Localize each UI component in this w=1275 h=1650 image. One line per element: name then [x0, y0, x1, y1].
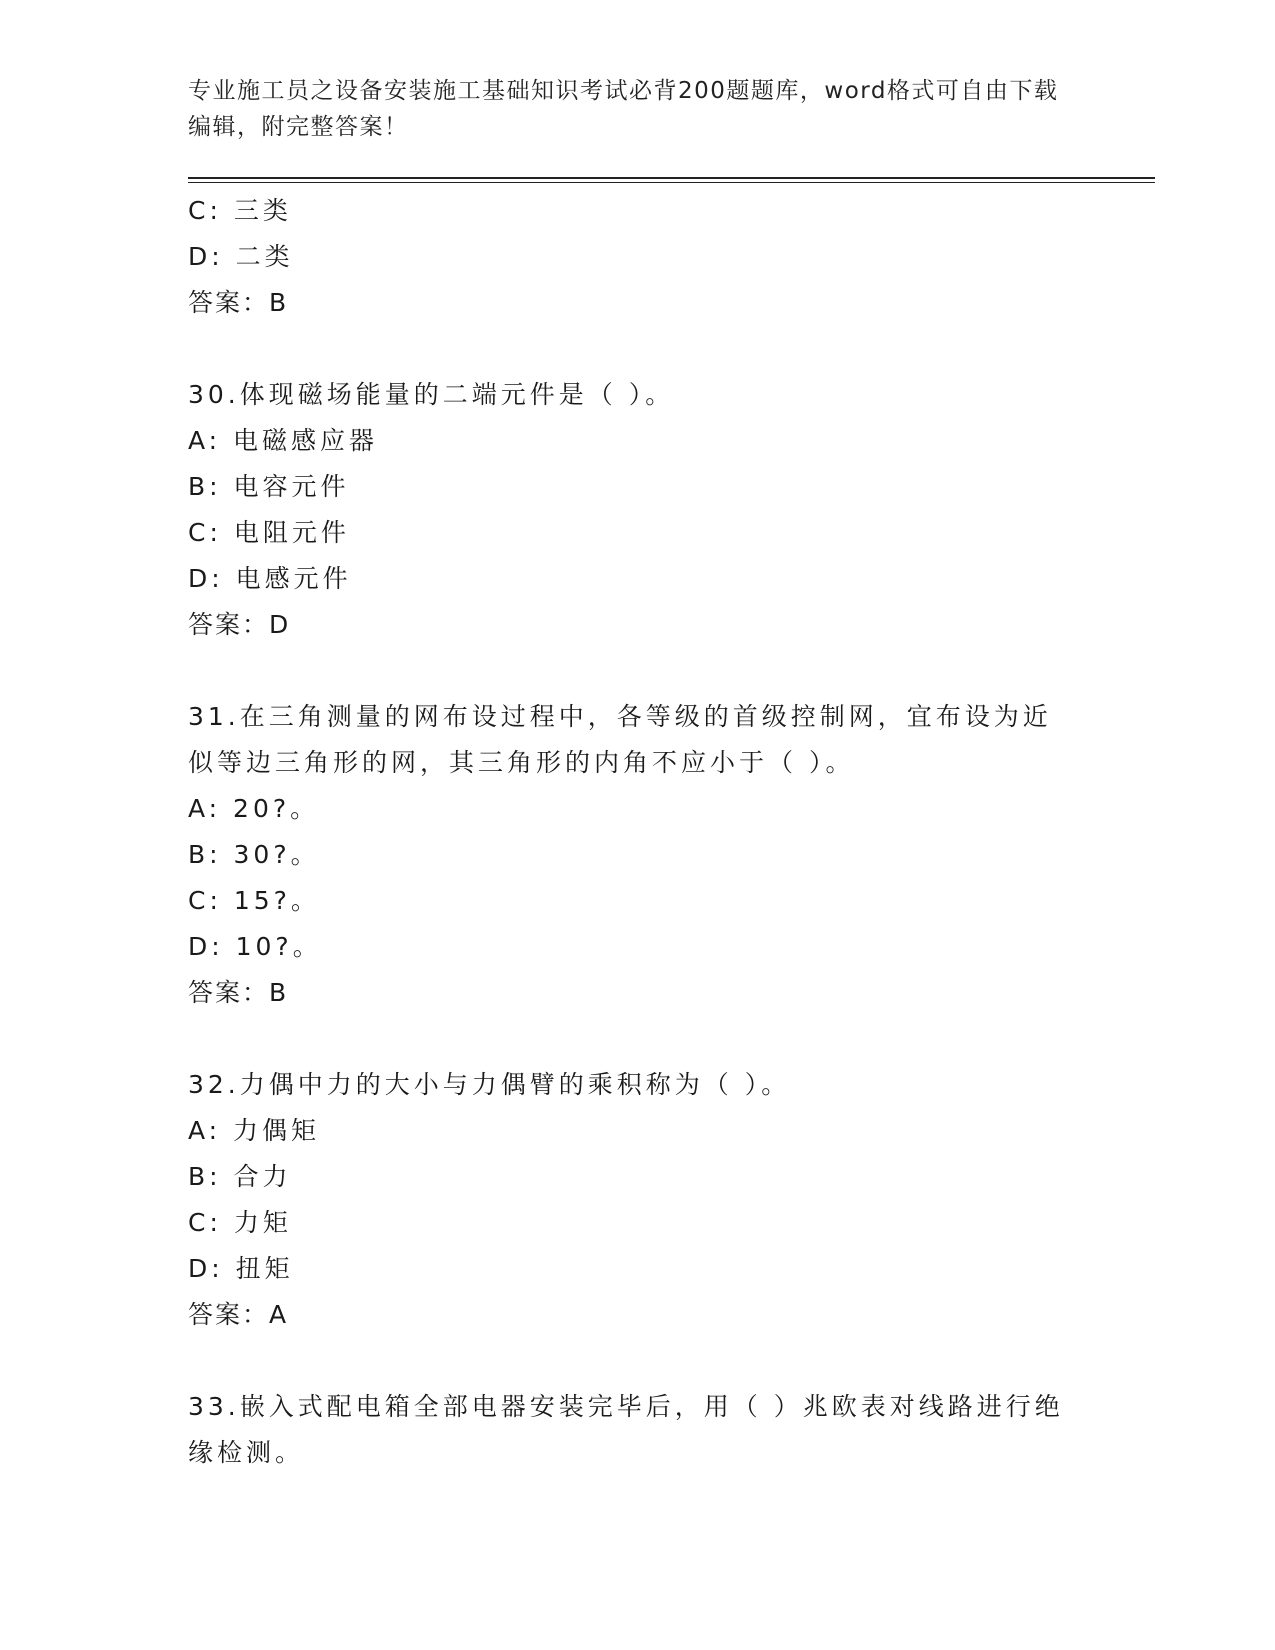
- question-list: [188, 188, 1088, 1476]
- option-d: D: 二类: [188, 242, 294, 271]
- option-d: D: 电感元件: [188, 564, 352, 593]
- option-c: C: 力矩: [188, 1208, 292, 1237]
- question-29-tail: [188, 188, 1088, 326]
- header-divider-thick: [188, 177, 1155, 179]
- option-b: B: 电容元件: [188, 472, 350, 501]
- question-30: [188, 372, 1088, 648]
- option-a: A: 电磁感应器: [188, 426, 379, 455]
- option-a: A: 20?。: [188, 794, 320, 823]
- option-a: A: 力偶矩: [188, 1116, 321, 1145]
- spacer: [188, 648, 1088, 694]
- spacer: [188, 1338, 1088, 1384]
- question-33: [188, 1384, 1088, 1476]
- spacer: [188, 326, 1088, 372]
- option-b: B: 合力: [188, 1162, 292, 1191]
- answer-line: 答案：B: [188, 978, 289, 1007]
- question-stem: 31.在三角测量的网布设过程中，各等级的首级控制网，宜布设为近似等边三角形的网，其三角形的内角不应小于（ ）。: [188, 702, 1052, 777]
- header-divider-thin: [188, 182, 1155, 183]
- question-32: [188, 1062, 1088, 1338]
- question-31: [188, 694, 1088, 1016]
- option-d: D: 扭矩: [188, 1254, 294, 1283]
- option-b: B: 30?。: [188, 840, 320, 869]
- document-header: 专业施工员之设备安装施工基础知识考试必背200题题库，word格式可自由下载编辑，附完整答案！: [188, 78, 1059, 140]
- question-stem: 33.嵌入式配电箱全部电器安装完毕后，用（ ）兆欧表对线路进行绝缘检测。: [188, 1392, 1064, 1467]
- option-d: D: 10?。: [188, 932, 322, 961]
- answer-line: 答案：B: [188, 288, 289, 317]
- answer-line: 答案：D: [188, 610, 291, 639]
- question-stem: 32.力偶中力的大小与力偶臂的乘积称为（ ）。: [188, 1070, 791, 1099]
- spacer: [188, 1016, 1088, 1062]
- option-c: C: 15?。: [188, 886, 320, 915]
- option-c: C: 电阻元件: [188, 518, 350, 547]
- question-stem: 30.体现磁场能量的二端元件是（ ）。: [188, 380, 675, 409]
- option-c: C: 三类: [188, 196, 292, 225]
- answer-line: 答案：A: [188, 1300, 289, 1329]
